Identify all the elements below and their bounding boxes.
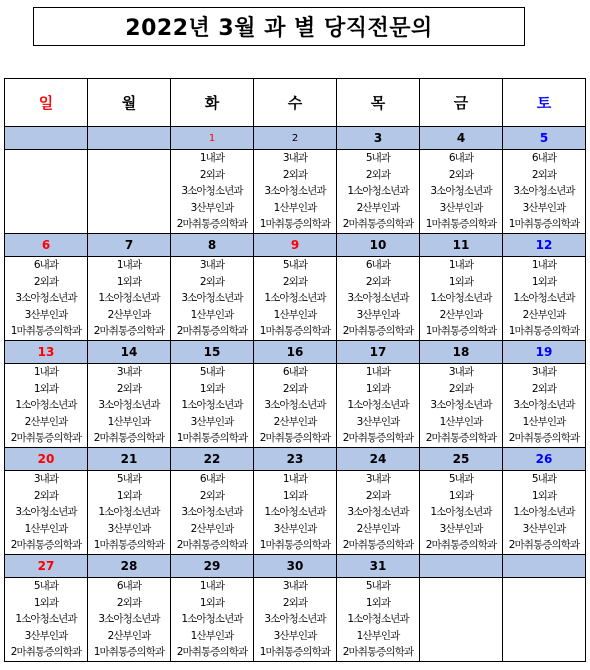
duty-entry: 2산부인과 [190, 522, 234, 535]
duty-entry: 2외과 [282, 382, 308, 395]
duty-entry: 3내과 [282, 580, 308, 592]
date-cell: 28 [88, 555, 171, 578]
duty-cell [5, 364, 88, 448]
duty-cell [5, 257, 88, 341]
weekday-wed: 수 [254, 79, 337, 127]
duty-entry: 5내과 [116, 473, 142, 485]
duty-entry: 3산부인과 [356, 415, 400, 428]
duty-entry: 1소아청소년과 [347, 613, 409, 626]
date-cell: 9 [254, 234, 337, 257]
duty-entry: 1내과 [33, 366, 59, 378]
duty-entry: 1외과 [116, 275, 142, 288]
duty-entry: 1소아청소년과 [15, 399, 77, 412]
duty-entry: 2외과 [365, 275, 391, 288]
duty-cell [88, 257, 171, 341]
date-cell: 1 [171, 127, 254, 150]
duty-entry: 1외과 [33, 596, 59, 609]
duty-cell [171, 471, 254, 555]
duty-entry: 3내과 [33, 473, 59, 485]
duty-entry: 2마취통증의학과 [342, 432, 414, 445]
date-cell: 3 [337, 127, 420, 150]
duty-entry: 2마취통증의학과 [176, 539, 248, 552]
date-row [5, 341, 586, 364]
duty-entry: 2마취통증의학과 [93, 432, 165, 445]
duty-entry: 1마취통증의학과 [259, 325, 331, 338]
duty-cell [420, 364, 503, 448]
duty-entry: 1소아청소년과 [513, 292, 575, 305]
duty-cell [503, 150, 586, 234]
duty-entry: 2마취통증의학과 [176, 218, 248, 231]
duty-entry: 2마취통증의학과 [508, 539, 580, 552]
duty-entry: 1마취통증의학과 [259, 646, 331, 659]
duty-entry: 1산부인과 [273, 308, 317, 321]
duty-entry: 2외과 [199, 168, 225, 181]
duty-entry: 1마취통증의학과 [425, 325, 497, 338]
duty-entry: 2외과 [365, 168, 391, 181]
duty-entry: 1외과 [282, 489, 308, 502]
duty-entry: 5내과 [199, 366, 225, 378]
date-cell [5, 127, 88, 150]
duty-entry: 5내과 [365, 152, 391, 164]
duty-row [5, 471, 586, 555]
duty-entry: 2외과 [199, 489, 225, 502]
date-cell: 25 [420, 448, 503, 471]
date-cell: 11 [420, 234, 503, 257]
duty-entry: 2산부인과 [107, 308, 151, 321]
weekday-thu: 목 [337, 79, 420, 127]
duty-entry: 1소아청소년과 [347, 185, 409, 198]
duty-cell [254, 471, 337, 555]
duty-entry: 1소아청소년과 [15, 613, 77, 626]
duty-entry: 3산부인과 [190, 415, 234, 428]
page-title: 2022년 3월 과 별 당직전문의 [33, 7, 525, 46]
duty-entry: 3산부인과 [24, 629, 68, 642]
duty-entry: 1소아청소년과 [181, 613, 243, 626]
date-cell: 19 [503, 341, 586, 364]
duty-entry: 3산부인과 [273, 522, 317, 535]
duty-entry: 2외과 [33, 275, 59, 288]
duty-entry: 3산부인과 [356, 308, 400, 321]
duty-entry: 3산부인과 [439, 201, 483, 214]
duty-entry: 1외과 [365, 596, 391, 609]
date-cell [88, 127, 171, 150]
duty-entry: 2마취통증의학과 [10, 646, 82, 659]
duty-entry: 2산부인과 [522, 308, 566, 321]
duty-entry: 1소아청소년과 [264, 506, 326, 519]
duty-row [5, 578, 586, 662]
duty-entry: 1마취통증의학과 [508, 325, 580, 338]
duty-entry: 2외과 [33, 489, 59, 502]
weekday-sun: 일 [5, 79, 88, 127]
duty-entry: 2산부인과 [107, 629, 151, 642]
weekday-tue: 화 [171, 79, 254, 127]
duty-cell [254, 257, 337, 341]
date-cell: 29 [171, 555, 254, 578]
duty-entry: 2마취통증의학과 [342, 646, 414, 659]
duty-entry: 3산부인과 [107, 522, 151, 535]
duty-entry: 3내과 [448, 366, 474, 378]
duty-entry: 1외과 [531, 275, 557, 288]
duty-row [5, 364, 586, 448]
duty-entry: 3산부인과 [439, 522, 483, 535]
date-row [5, 127, 586, 150]
duty-entry: 2마취통증의학과 [10, 539, 82, 552]
duty-entry: 5내과 [531, 473, 557, 485]
duty-entry: 1산부인과 [273, 201, 317, 214]
duty-entry: 1소아청소년과 [513, 506, 575, 519]
duty-cell [5, 578, 88, 662]
duty-entry: 6내과 [531, 152, 557, 164]
duty-entry: 5내과 [282, 259, 308, 271]
duty-cell [88, 471, 171, 555]
duty-entry: 3소아청소년과 [347, 506, 409, 519]
date-cell [420, 555, 503, 578]
date-cell: 15 [171, 341, 254, 364]
duty-entry: 2산부인과 [356, 522, 400, 535]
duty-entry: 6내과 [199, 473, 225, 485]
duty-cell [337, 364, 420, 448]
duty-entry: 3소아청소년과 [513, 185, 575, 198]
duty-entry: 3소아청소년과 [513, 399, 575, 412]
duty-entry: 5내과 [448, 473, 474, 485]
duty-entry: 1소아청소년과 [98, 292, 160, 305]
duty-entry: 2마취통증의학과 [508, 432, 580, 445]
duty-entry: 1외과 [365, 382, 391, 395]
duty-entry: 2외과 [199, 275, 225, 288]
date-cell: 16 [254, 341, 337, 364]
duty-entry: 1내과 [365, 366, 391, 378]
weekday-fri: 금 [420, 79, 503, 127]
date-row [5, 555, 586, 578]
duty-entry: 1마취통증의학과 [93, 646, 165, 659]
duty-entry: 1산부인과 [356, 629, 400, 642]
duty-entry: 2외과 [448, 168, 474, 181]
duty-entry: 2마취통증의학과 [342, 325, 414, 338]
duty-entry: 3산부인과 [24, 308, 68, 321]
duty-entry: 3내과 [365, 473, 391, 485]
duty-entry: 1마취통증의학과 [259, 218, 331, 231]
duty-entry: 1산부인과 [439, 415, 483, 428]
date-cell [503, 555, 586, 578]
duty-entry: 6내과 [448, 152, 474, 164]
duty-entry: 3소아청소년과 [15, 506, 77, 519]
duty-entry: 5내과 [365, 580, 391, 592]
duty-entry: 3내과 [116, 366, 142, 378]
duty-cell [171, 257, 254, 341]
duty-entry: 1소아청소년과 [430, 506, 492, 519]
date-cell: 14 [88, 341, 171, 364]
duty-entry: 1마취통증의학과 [508, 218, 580, 231]
duty-entry: 6내과 [116, 580, 142, 592]
duty-cell [254, 150, 337, 234]
duty-cell [88, 578, 171, 662]
duty-entry: 1소아청소년과 [264, 292, 326, 305]
duty-entry: 1마취통증의학과 [10, 325, 82, 338]
duty-entry: 2외과 [531, 168, 557, 181]
date-cell: 21 [88, 448, 171, 471]
duty-entry: 1외과 [116, 489, 142, 502]
duty-entry: 2외과 [282, 168, 308, 181]
duty-entry: 3산부인과 [522, 522, 566, 535]
duty-entry: 2외과 [282, 275, 308, 288]
date-cell: 12 [503, 234, 586, 257]
duty-entry: 3내과 [531, 366, 557, 378]
duty-cell [88, 364, 171, 448]
weekday-sat: 토 [503, 79, 586, 127]
date-row [5, 234, 586, 257]
duty-entry: 6내과 [282, 366, 308, 378]
duty-entry: 2마취통증의학과 [342, 218, 414, 231]
duty-entry: 1산부인과 [107, 415, 151, 428]
duty-entry: 1소아청소년과 [430, 292, 492, 305]
duty-entry: 2마취통증의학과 [176, 646, 248, 659]
duty-entry: 3산부인과 [190, 201, 234, 214]
duty-entry: 1소아청소년과 [98, 506, 160, 519]
duty-entry: 1외과 [199, 596, 225, 609]
duty-entry: 3소아청소년과 [15, 292, 77, 305]
duty-cell [88, 150, 171, 234]
duty-entry: 1산부인과 [190, 629, 234, 642]
duty-cell [337, 257, 420, 341]
duty-entry: 2마취통증의학과 [93, 325, 165, 338]
duty-entry: 2마취통증의학과 [176, 325, 248, 338]
weekday-mon: 월 [88, 79, 171, 127]
date-cell: 10 [337, 234, 420, 257]
date-cell: 18 [420, 341, 503, 364]
duty-entry: 1외과 [448, 489, 474, 502]
duty-entry: 5내과 [33, 580, 59, 592]
duty-entry: 1내과 [116, 259, 142, 271]
duty-cell [171, 364, 254, 448]
duty-entry: 1산부인과 [190, 308, 234, 321]
date-cell: 6 [5, 234, 88, 257]
duty-entry: 2외과 [365, 489, 391, 502]
duty-entry: 2산부인과 [24, 415, 68, 428]
date-cell: 5 [503, 127, 586, 150]
date-cell: 2 [254, 127, 337, 150]
duty-cell [503, 471, 586, 555]
duty-row [5, 150, 586, 234]
duty-entry: 1외과 [199, 382, 225, 395]
duty-entry: 1산부인과 [522, 415, 566, 428]
duty-entry: 3산부인과 [522, 201, 566, 214]
date-cell: 27 [5, 555, 88, 578]
weekday-header-row [5, 79, 586, 127]
duty-entry: 1소아청소년과 [347, 399, 409, 412]
duty-entry: 1내과 [282, 473, 308, 485]
date-cell: 30 [254, 555, 337, 578]
duty-entry: 2마취통증의학과 [259, 432, 331, 445]
duty-entry: 3소아청소년과 [264, 399, 326, 412]
duty-cell [5, 150, 88, 234]
duty-cell [420, 257, 503, 341]
duty-entry: 3소아청소년과 [98, 399, 160, 412]
duty-cell [420, 578, 503, 662]
duty-entry: 1내과 [199, 580, 225, 592]
date-cell: 7 [88, 234, 171, 257]
duty-entry: 3소아청소년과 [430, 399, 492, 412]
date-cell: 13 [5, 341, 88, 364]
duty-entry: 3소아청소년과 [264, 613, 326, 626]
date-cell: 20 [5, 448, 88, 471]
duty-cell [337, 578, 420, 662]
duty-entry: 1마취통증의학과 [259, 539, 331, 552]
date-cell: 8 [171, 234, 254, 257]
duty-entry: 1내과 [199, 152, 225, 164]
duty-entry: 3산부인과 [273, 629, 317, 642]
duty-cell [420, 471, 503, 555]
duty-entry: 1산부인과 [24, 522, 68, 535]
duty-cell [171, 578, 254, 662]
duty-entry: 1내과 [531, 259, 557, 271]
duty-entry: 3소아청소년과 [181, 185, 243, 198]
duty-entry: 2산부인과 [356, 201, 400, 214]
duty-entry: 1소아청소년과 [181, 399, 243, 412]
duty-entry: 2마취통증의학과 [425, 539, 497, 552]
duty-entry: 2외과 [448, 382, 474, 395]
date-row [5, 448, 586, 471]
duty-entry: 2마취통증의학과 [10, 432, 82, 445]
duty-cell [254, 578, 337, 662]
date-cell: 22 [171, 448, 254, 471]
duty-entry: 1외과 [531, 489, 557, 502]
duty-entry: 2외과 [116, 382, 142, 395]
duty-entry: 2산부인과 [439, 308, 483, 321]
duty-entry: 6내과 [365, 259, 391, 271]
duty-entry: 2마취통증의학과 [342, 539, 414, 552]
duty-entry: 2외과 [531, 382, 557, 395]
date-cell: 31 [337, 555, 420, 578]
duty-cell [171, 150, 254, 234]
duty-entry: 3소아청소년과 [181, 506, 243, 519]
duty-entry: 3소아청소년과 [181, 292, 243, 305]
duty-cell [337, 150, 420, 234]
duty-entry: 2외과 [282, 596, 308, 609]
duty-entry: 3내과 [282, 152, 308, 164]
duty-entry: 2외과 [116, 596, 142, 609]
duty-entry: 3소아청소년과 [430, 185, 492, 198]
duty-cell [5, 471, 88, 555]
date-cell: 17 [337, 341, 420, 364]
duty-entry: 1외과 [448, 275, 474, 288]
duty-row [5, 257, 586, 341]
duty-cell [254, 364, 337, 448]
duty-cell [420, 150, 503, 234]
duty-entry: 1마취통증의학과 [425, 218, 497, 231]
duty-cell [503, 257, 586, 341]
date-cell: 26 [503, 448, 586, 471]
duty-entry: 3소아청소년과 [347, 292, 409, 305]
duty-cell [503, 578, 586, 662]
duty-entry: 1외과 [33, 382, 59, 395]
duty-cell [503, 364, 586, 448]
duty-entry: 3소아청소년과 [98, 613, 160, 626]
date-cell: 23 [254, 448, 337, 471]
duty-entry: 1마취통증의학과 [93, 539, 165, 552]
date-cell: 4 [420, 127, 503, 150]
duty-entry: 1내과 [448, 259, 474, 271]
duty-entry: 2산부인과 [273, 415, 317, 428]
duty-cell [337, 471, 420, 555]
duty-entry: 3소아청소년과 [264, 185, 326, 198]
duty-entry: 3내과 [199, 259, 225, 271]
duty-entry: 6내과 [33, 259, 59, 271]
date-cell: 24 [337, 448, 420, 471]
duty-entry: 2마취통증의학과 [425, 432, 497, 445]
duty-calendar [4, 78, 586, 662]
duty-entry: 1마취통증의학과 [176, 432, 248, 445]
